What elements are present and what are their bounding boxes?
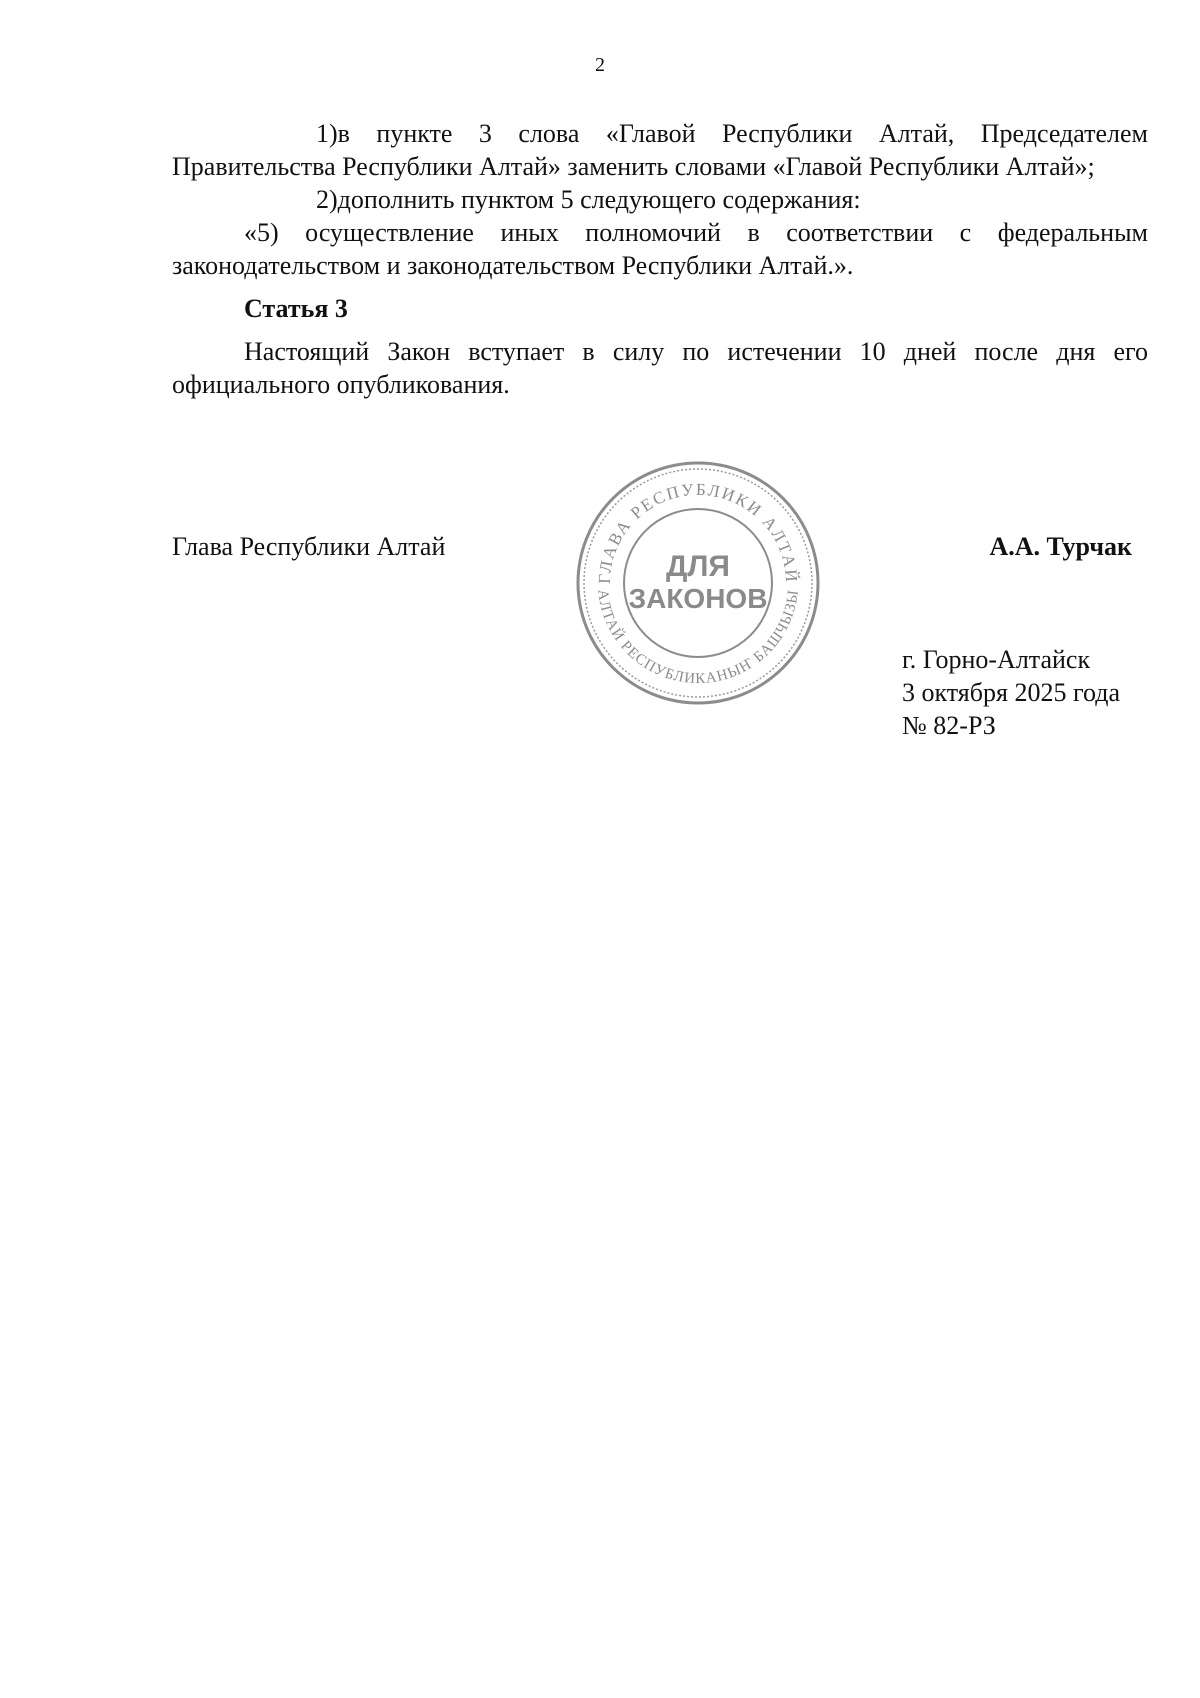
item-2-number: 2) — [316, 185, 338, 214]
article-3-text: Настоящий Закон вступает в силу по истечении 10 дней после дня его официального опубликования. — [172, 337, 1148, 399]
quoted-item-paragraph: «5) осуществление иных полномочий в соответствии с федеральным законодательством и законодательством Республики Алтай.». — [172, 218, 1148, 280]
signer-title: Глава Республики Алтай — [172, 532, 446, 561]
city: г. Горно-Алтайск — [902, 645, 1091, 674]
page-number: 2 — [595, 54, 605, 76]
document-body — [172, 117, 1148, 401]
item-2-text: дополнить пунктом 5 следующего содержания: — [337, 185, 861, 214]
date: 3 октября 2025 года — [902, 678, 1120, 707]
item-2-paragraph — [172, 183, 1148, 216]
item-1-number: 1) — [316, 119, 338, 148]
article-3-heading: Статья 3 — [244, 294, 348, 323]
law-number: № 82-РЗ — [902, 711, 996, 740]
seal-center-line-2: ЗАКОНОВ — [628, 583, 768, 614]
signer-name: А.А. Турчак — [989, 532, 1132, 561]
official-seal-stamp — [573, 458, 823, 708]
item-1-paragraph — [172, 117, 1148, 183]
place-date-block — [902, 643, 1120, 742]
seal-outer-text-bottom: АЛТАЙ РЕСПУБЛИКАНЫҤ БАШЧЫЗЫ — [594, 588, 802, 688]
seal-center-line-1: ДЛЯ — [666, 550, 730, 583]
seal-outer-text-top: ГЛАВА РЕСПУБЛИКИ АЛТАЙ — [594, 479, 802, 585]
item-1-text: в пункте 3 слова «Главой Республики Алтай, Председателем Правительства Республики Алтай» заменить словами «Главой Республики Алтай»; — [172, 119, 1148, 181]
